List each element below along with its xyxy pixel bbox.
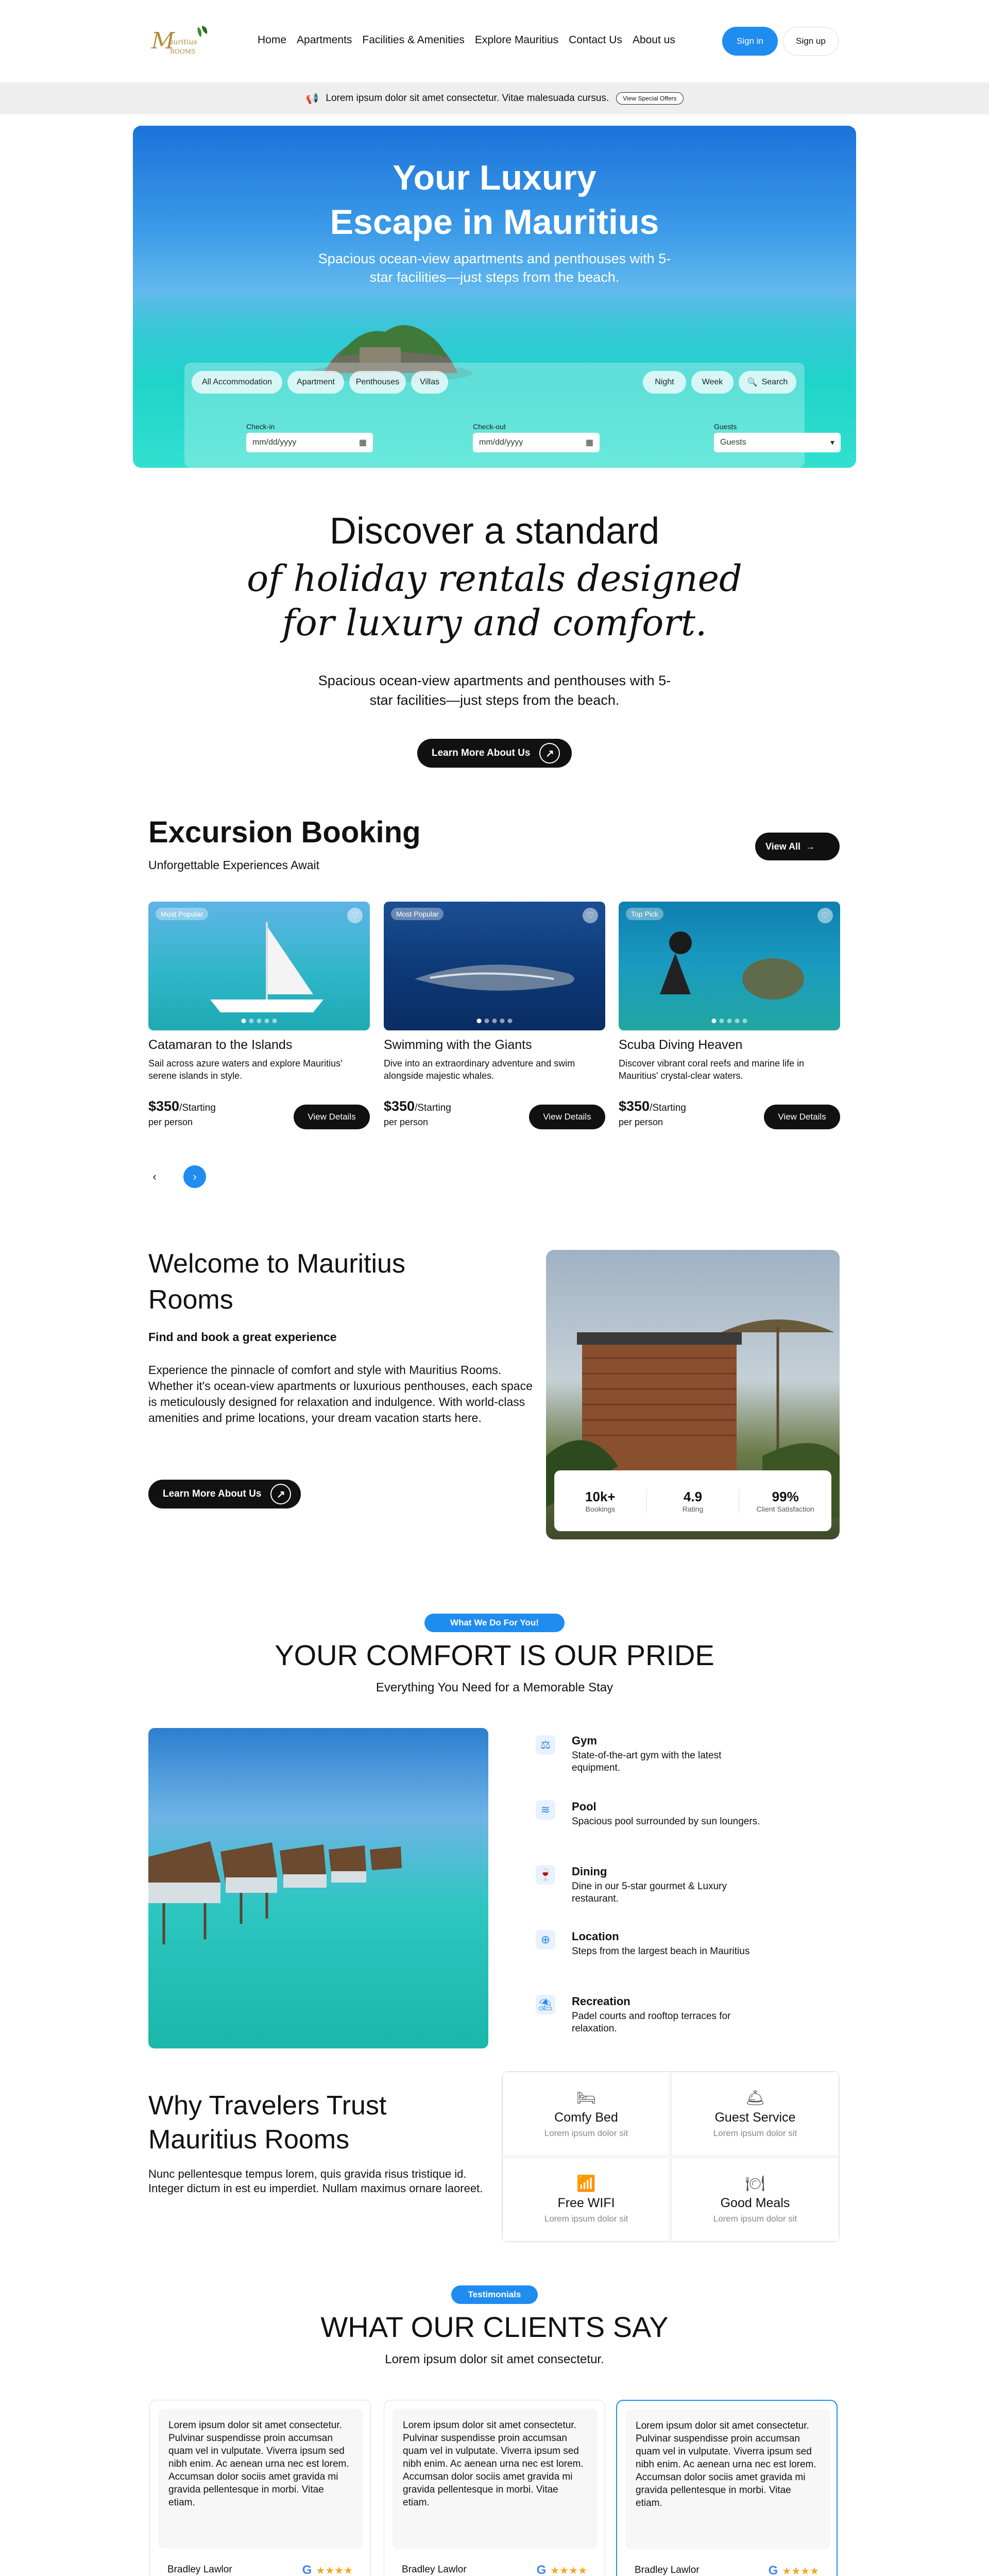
rating: G ★★★★: [537, 2563, 587, 2576]
nav-apartments[interactable]: Apartments: [297, 34, 352, 46]
filter-villas[interactable]: Villas: [411, 371, 448, 394]
feature-desc: Padel courts and rooftop terraces for relaxation.: [572, 2011, 731, 2034]
checkin-label: Check-in: [246, 422, 275, 431]
feature-desc: State-of-the-art gym with the latest equipment.: [572, 1750, 722, 1773]
arrow-up-right-icon: ↗: [539, 743, 560, 764]
search-panel: [184, 363, 834, 468]
feature-title: Location: [572, 1930, 619, 1943]
comfort-badge: What We Do For You!: [424, 1614, 565, 1632]
calendar-icon: ▦: [585, 438, 593, 447]
checkout-input[interactable]: mm/dd/yyyy ▦: [473, 433, 600, 452]
tag-badge: Most Popular: [156, 908, 208, 920]
rating: G ★★★★: [769, 2564, 819, 2576]
view-details-button[interactable]: View Details: [764, 1105, 840, 1129]
trust-title: Why Travelers Trust Mauritius Rooms: [148, 2091, 387, 2155]
card-description: Discover vibrant coral reefs and marine life in Mauritius' crystal-clear waters.: [619, 1058, 805, 1081]
card-description: Dive into an extraordinary adventure and swim alongside majestic whales.: [384, 1058, 575, 1081]
testimonial-name: Bradley Lawlor: [402, 2564, 467, 2575]
chevron-down-icon: ▾: [830, 438, 834, 447]
filter-penthouses[interactable]: Penthouses: [349, 371, 406, 394]
feature-title: Recreation: [572, 1995, 630, 2008]
checkout-label: Check-out: [473, 422, 506, 431]
card-per: per person: [148, 1117, 193, 1127]
heart-icon[interactable]: ♡: [583, 908, 598, 923]
discover-heading-italic: of holiday rentals designed for luxury and comfort.: [247, 557, 742, 644]
welcome-learn-more-button[interactable]: Learn More About Us ↗: [148, 1480, 301, 1509]
excursion-subtitle: Unforgettable Experiences Await: [148, 858, 319, 872]
nav-home[interactable]: Home: [258, 34, 287, 46]
rating: G ★★★★: [302, 2563, 353, 2576]
comfort-image: [148, 1728, 488, 2048]
arrow-up-right-icon: ↗: [270, 1484, 291, 1504]
excursion-image[interactable]: [148, 902, 370, 1030]
excursion-title: Excursion Booking: [148, 816, 421, 849]
stats-panel: [554, 1470, 831, 1531]
feature-title: Gym: [572, 1734, 597, 1747]
testimonial-text: Lorem ipsum dolor sit amet consectetur. Pulvinar suspendisse proin accumsan quam vel in vulputate. Viverra ipsum sed nibh enim. Ac aenean urna nec est lorem. Accumsan dolor sociis amet gravida mi gravida pellentesque in morbi. Vitae etiam.: [158, 2409, 363, 2549]
welcome-image: [546, 1250, 840, 1539]
location-icon: ⊕: [536, 1930, 555, 1950]
testimonial-text: Lorem ipsum dolor sit amet consectetur. Pulvinar suspendisse proin accumsan quam vel in vulputate. Viverra ipsum sed nibh enim. Ac aenean urna nec est lorem. Accumsan dolor sociis amet gravida mi gravida pellentesque in morbi. Vitae etiam.: [393, 2409, 598, 2549]
card-title: Catamaran to the Islands: [148, 1038, 293, 1052]
testimonial-name: Bradley Lawlor: [635, 2565, 700, 2575]
comfort-subtitle: Everything You Need for a Memorable Stay: [376, 1681, 613, 1694]
view-all-excursions-button[interactable]: View All →: [755, 833, 840, 860]
tag-badge: Most Popular: [391, 908, 444, 920]
prev-arrow-icon[interactable]: ‹: [152, 1170, 157, 1183]
hero-title: Your Luxury Escape in Mauritius: [330, 158, 659, 242]
card-price: $350/Starting: [619, 1098, 686, 1114]
card-per: per person: [619, 1117, 663, 1127]
site-header: [0, 0, 989, 82]
comfort-title: YOUR COMFORT IS OUR PRIDE: [275, 1639, 714, 1671]
testimonials-badge: Testimonials: [451, 2285, 538, 2304]
svg-text:M: M: [151, 28, 175, 54]
testimonials-subtitle: Lorem ipsum dolor sit amet consectetur.: [385, 2352, 604, 2366]
heart-icon[interactable]: ♡: [347, 908, 363, 923]
filter-all[interactable]: All Accommodation: [192, 371, 282, 394]
promo-offers-link[interactable]: View Special Offers: [616, 92, 683, 105]
nav-contact[interactable]: Contact Us: [569, 34, 622, 46]
carousel-dots: [477, 1019, 513, 1023]
stat-rating: 4.9 Rating: [647, 1489, 740, 1513]
promo-text: Lorem ipsum dolor sit amet consectetur. Vitae malesuada cursus.: [326, 93, 609, 104]
tag-badge: Top Pick: [626, 908, 663, 920]
carousel-dots: [242, 1019, 277, 1023]
learn-more-button[interactable]: Learn More About Us ↗: [417, 739, 572, 768]
heart-icon[interactable]: ♡: [817, 908, 833, 923]
bell-icon: 🛎: [745, 2090, 765, 2107]
next-arrow-icon[interactable]: ›: [183, 1165, 206, 1188]
testimonial-card[interactable]: [149, 2400, 371, 2576]
card-title: Swimming with the Giants: [384, 1038, 532, 1052]
nav-explore[interactable]: Explore Mauritius: [474, 34, 559, 46]
view-details-button[interactable]: View Details: [294, 1105, 370, 1129]
trust-body: Nunc pellentesque tempus lorem, quis gravida risus tristique id. Integer dictum in est eu imperdiet. Nullam maximus ornare laoreet.: [148, 2167, 483, 2195]
feature-desc: Spacious pool surrounded by sun loungers.: [572, 1816, 760, 1827]
carousel-dots: [712, 1019, 747, 1023]
guests-select[interactable]: Guests ▾: [714, 433, 841, 452]
stat-bookings: 10k+ Bookings: [554, 1489, 647, 1513]
welcome-title: Welcome to Mauritius Rooms: [148, 1249, 405, 1315]
welcome-body: Experience the pinnacle of comfort and style with Mauritius Rooms. Whether it's ocean-view apartments or luxurious penthouses, each space is meticulously designed for relaxation and indulgence. With world-class amenities and prime locations, your dream vacation starts here.: [148, 1363, 533, 1425]
feature-desc: Steps from the largest beach in Mauritius: [572, 1946, 750, 1957]
nav-facilities[interactable]: Facilities & Amenities: [362, 34, 465, 46]
sign-in-button[interactable]: Sign in: [722, 27, 778, 56]
welcome-subtitle: Find and book a great experience: [148, 1330, 337, 1344]
svg-text:ROOMS: ROOMS: [170, 48, 196, 55]
view-details-button[interactable]: View Details: [529, 1105, 605, 1129]
search-button[interactable]: 🔍 Search: [739, 371, 796, 394]
amenities-grid: [502, 2071, 840, 2242]
google-icon: G: [536, 2563, 547, 2576]
hero-subtitle: Spacious ocean-view apartments and penthouses with 5- star facilities—just steps from the beach.: [318, 251, 671, 285]
main-nav: [258, 34, 675, 46]
logo[interactable]: [148, 23, 213, 64]
bed-icon: 🛏: [576, 2090, 596, 2107]
card-price: $350/Starting: [384, 1098, 451, 1114]
testimonial-card[interactable]: [616, 2400, 838, 2576]
amenity-free-wifi: 📶 Free WIFI Lorem ipsum dolor sit: [502, 2157, 670, 2242]
testimonial-card[interactable]: [384, 2400, 605, 2576]
stat-satisfaction: 99% Client Satisfaction: [756, 1488, 814, 1513]
gym-icon: ⚖: [536, 1735, 555, 1755]
feature-desc: Dine in our 5-star gourmet & Luxury restaurant.: [572, 1881, 727, 1904]
testimonials-title: WHAT OUR CLIENTS SAY: [320, 2311, 669, 2343]
card-price: $350/Starting: [148, 1098, 216, 1114]
amenity-good-meals: 🍽 Good Meals Lorem ipsum dolor sit: [671, 2157, 839, 2242]
period-week[interactable]: Week: [691, 371, 734, 394]
filter-apartment[interactable]: Apartment: [287, 371, 344, 394]
period-night[interactable]: Night: [643, 371, 686, 394]
card-description: Sail across azure waters and explore Mauritius' serene islands in style.: [148, 1058, 343, 1081]
testimonial-name: Bradley Lawlor: [167, 2564, 232, 2575]
excursion-image[interactable]: [384, 902, 605, 1030]
svg-text:auritius: auritius: [169, 38, 197, 46]
feature-title: Pool: [572, 1800, 596, 1813]
recreation-icon: ⛱: [536, 1995, 555, 2014]
google-icon: G: [768, 2564, 778, 2576]
testimonial-text: Lorem ipsum dolor sit amet consectetur. Pulvinar suspendisse proin accumsan quam vel in vulputate. Viverra ipsum sed nibh enim. Ac aenean urna nec est lorem. Accumsan dolor sociis amet gravida mi gravida pellentesque in morbi. Vitae etiam.: [625, 2409, 830, 2549]
promo-bar: [0, 82, 989, 114]
megaphone-icon: 📢: [305, 93, 319, 105]
search-icon: 🔍: [747, 378, 758, 387]
nav-about[interactable]: About us: [632, 34, 675, 46]
sign-up-button[interactable]: Sign up: [783, 27, 839, 56]
amenity-comfy-bed: 🛏 Comfy Bed Lorem ipsum dolor sit: [502, 2072, 670, 2156]
meal-icon: 🍽: [745, 2175, 765, 2192]
card-title: Scuba Diving Heaven: [619, 1038, 743, 1052]
card-per: per person: [384, 1117, 429, 1127]
discover-subtitle: Spacious ocean-view apartments and penthouses with 5- star facilities—just steps from the beach.: [318, 673, 671, 708]
discover-heading: Discover a standard: [329, 511, 660, 552]
calendar-icon: ▦: [359, 438, 367, 447]
guests-label: Guests: [714, 422, 737, 431]
checkin-input[interactable]: mm/dd/yyyy ▦: [246, 433, 373, 452]
arrow-right-icon: →: [806, 841, 815, 852]
pool-icon: ≋: [536, 1800, 555, 1820]
google-icon: G: [302, 2563, 312, 2576]
amenity-guest-service: 🛎 Guest Service Lorem ipsum dolor sit: [671, 2072, 839, 2156]
excursion-image[interactable]: [619, 902, 840, 1030]
wifi-icon: 📶: [576, 2175, 596, 2192]
feature-title: Dining: [572, 1865, 607, 1878]
hero-banner: [133, 126, 856, 468]
dining-icon: 🍷: [536, 1865, 555, 1885]
